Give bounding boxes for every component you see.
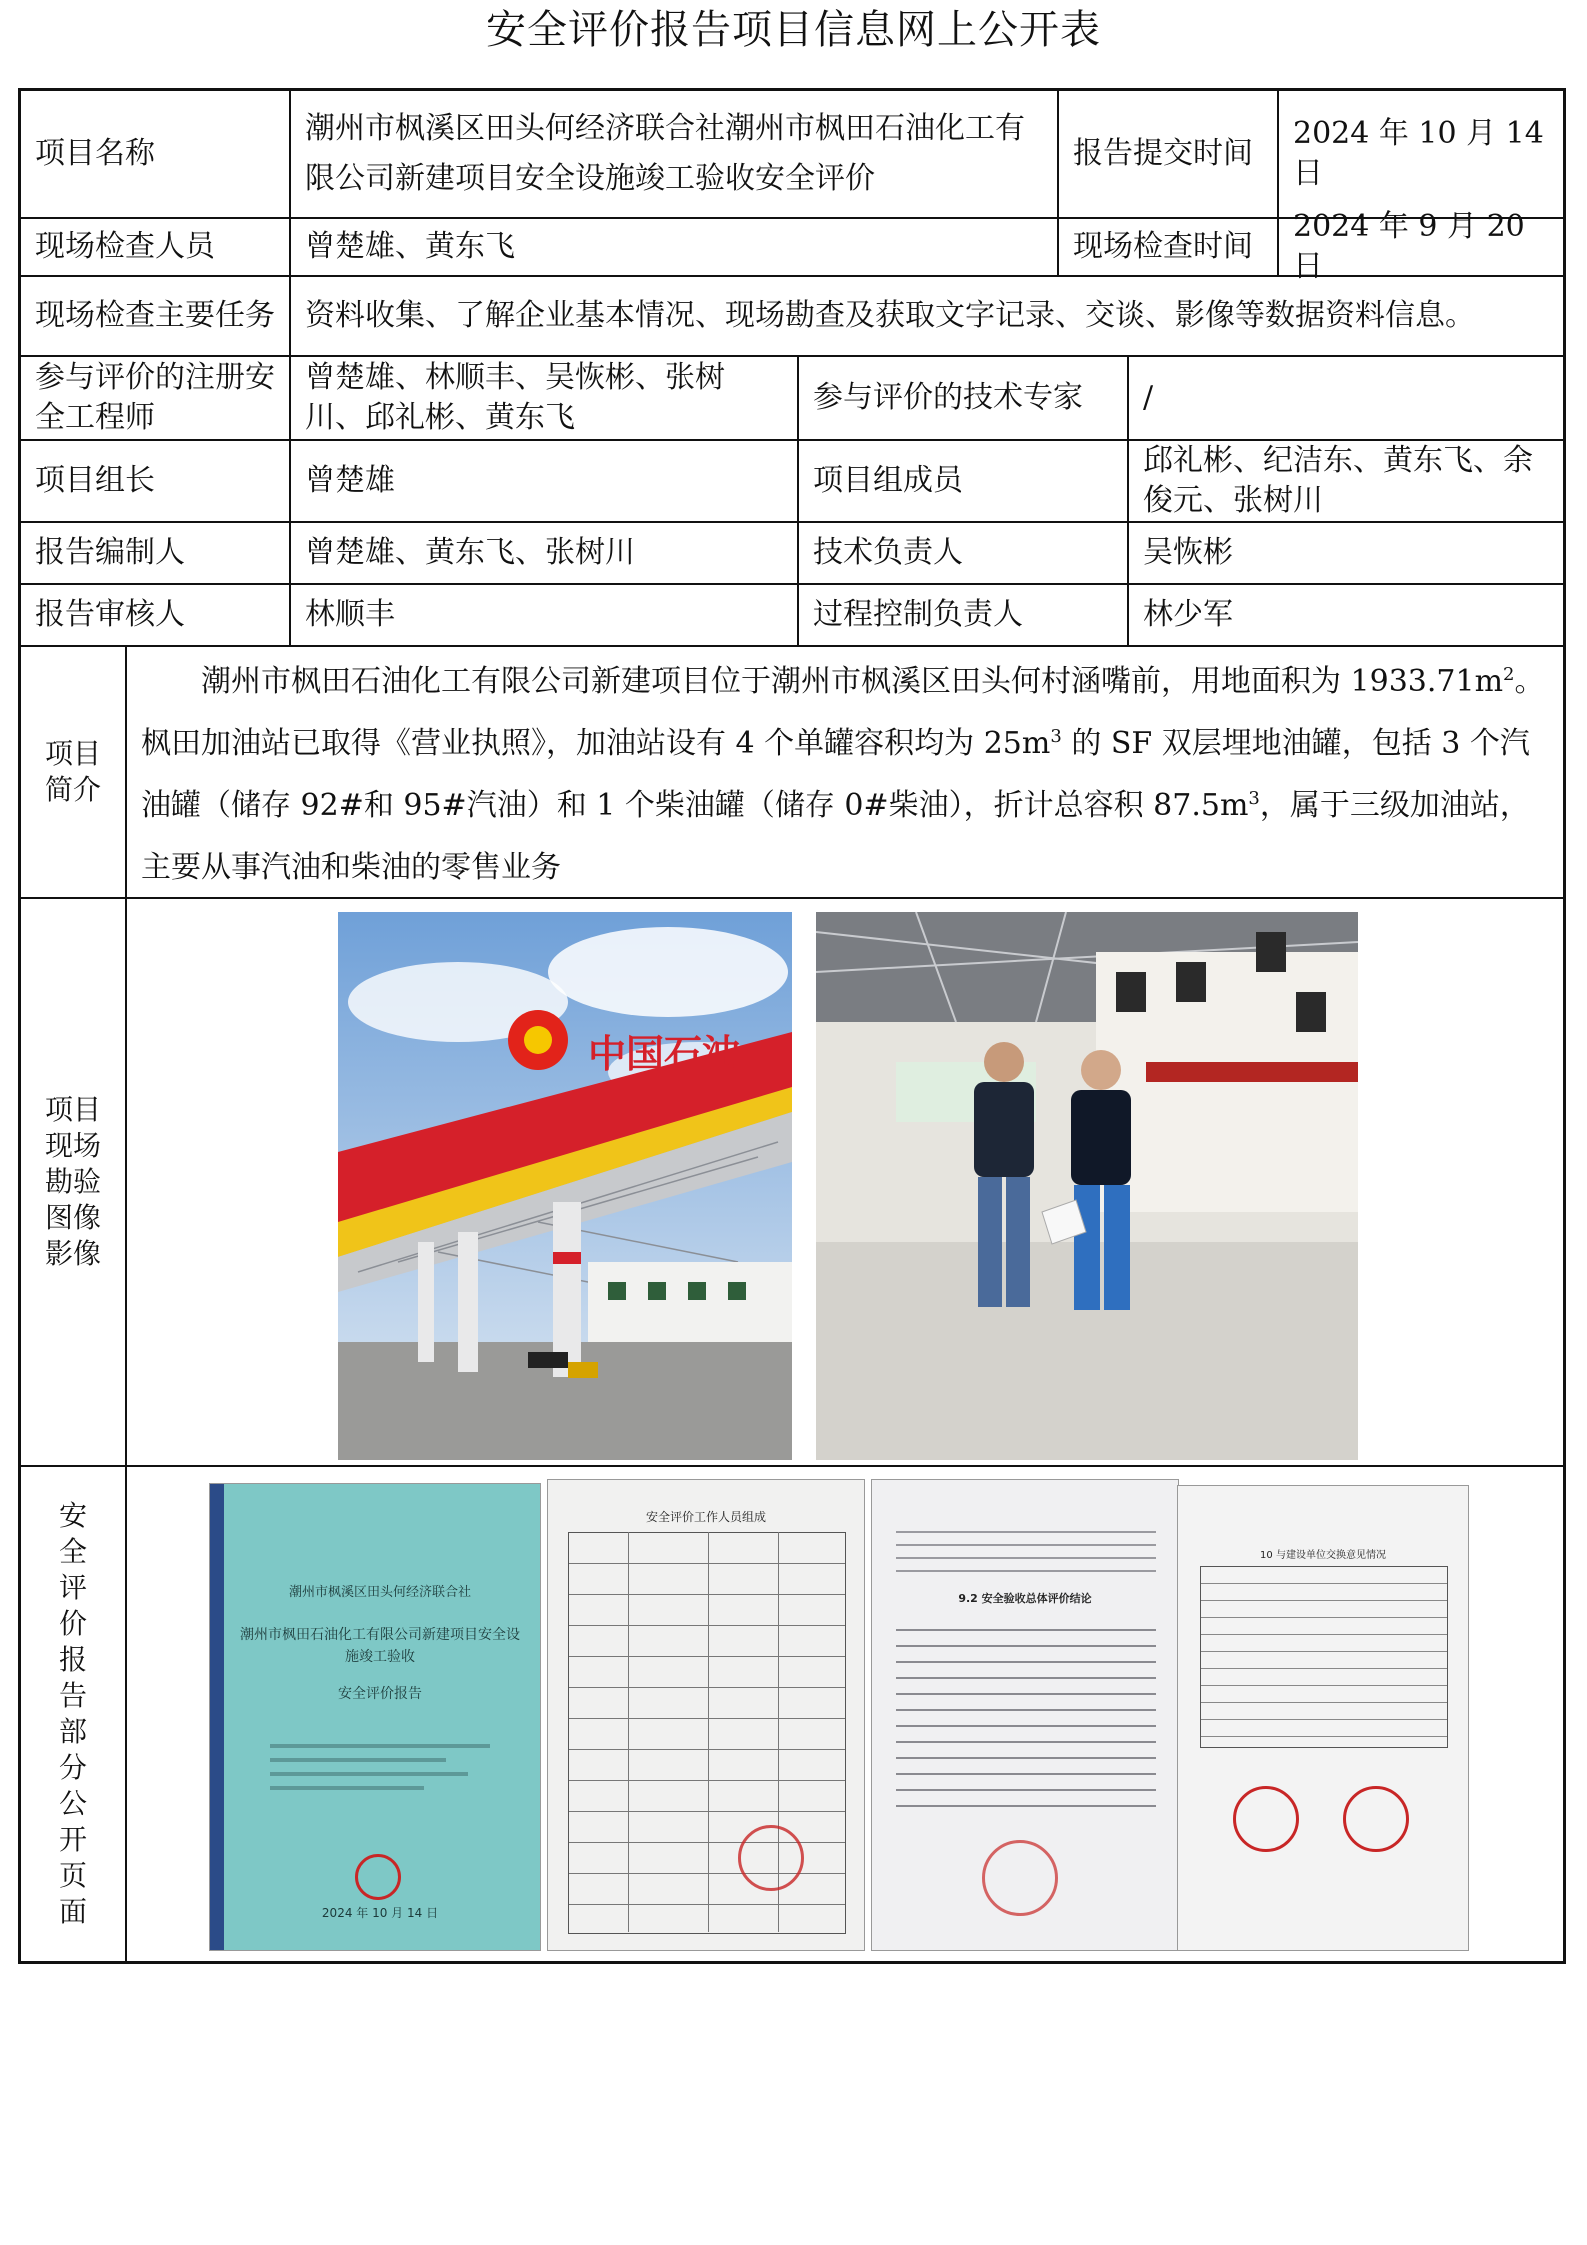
- personnel-col-line: [628, 1532, 629, 1932]
- intro-part3: 的 SF 双层埋地油罐，包括 3 个汽油罐（储存 92#和 95#汽油）和 1 个柴油罐（储存 0#柴油），折计总容积 87.5m: [141, 726, 1530, 823]
- gas-station-photo: [338, 912, 792, 1460]
- cover-title: 潮州市枫田石油化工有限公司新建项目安全设施竣工验收: [240, 1627, 520, 1665]
- intro-label: [21, 647, 127, 899]
- inspectors-label: 现场检查人员: [21, 219, 291, 277]
- submit-time-value: 2024 年 10 月 14 日: [1279, 91, 1563, 219]
- report-cover-page: [210, 1484, 540, 1950]
- intro-sup-2: 2: [1503, 664, 1515, 685]
- compilers-value: 曾楚雄、黄东飞、张树川: [291, 523, 799, 585]
- compilers-label: 报告编制人: [21, 523, 291, 585]
- conclusion-seal: [982, 1840, 1058, 1916]
- intro-part2: 。枫田加油站已取得《营业执照》，加油站设有 4 个单罐容积均为 25m: [141, 664, 1545, 761]
- reviewer-value: 林顺丰: [291, 585, 799, 647]
- project-name-label: 项目名称: [21, 91, 291, 219]
- project-name-value: 潮州市枫溪区田头何经济联合社潮州市枫田石油化工有限公司新建项目安全设施竣工验收安全评价: [291, 91, 1059, 219]
- report-personnel-page: [548, 1480, 864, 1950]
- station-sign-text: 中国石油: [588, 1032, 741, 1076]
- site-photos-label: [21, 899, 127, 1467]
- site-photos-label-text: 项目现场勘验图像影像: [44, 1093, 101, 1270]
- exchange-heading: 10 与建设单位交换意见情况: [1260, 1550, 1386, 1561]
- intro-sup-3b: 3: [1248, 788, 1260, 809]
- report-exchange-page: [1178, 1486, 1468, 1950]
- cover-org: 潮州市枫溪区田头何经济联合社: [288, 1585, 471, 1600]
- intro-label-text: 项目简介: [44, 737, 101, 806]
- inspect-tasks-value: 资料收集、了解企业基本情况、现场勘查及获取文字记录、交谈、影像等数据资料信息。: [291, 277, 1563, 357]
- process-ctrl-label: 过程控制负责人: [799, 585, 1129, 647]
- inspect-tasks-label: 现场检查主要任务: [21, 277, 291, 357]
- process-ctrl-value: 林少军: [1129, 585, 1563, 647]
- intro-sup-3a: 3: [1050, 726, 1062, 747]
- leader-label: 项目组长: [21, 441, 291, 523]
- intro-part1: 潮州市枫田石油化工有限公司新建项目位于潮州市枫溪区田头何村涵嘴前，用地面积为 1933.71m: [201, 664, 1504, 699]
- personnel-col-line: [708, 1532, 709, 1932]
- conclusion-heading: 9.2 安全验收总体评价结论: [958, 1592, 1092, 1605]
- inspectors-photo: [816, 912, 1358, 1460]
- conclusion-body: [896, 1615, 1156, 1815]
- inspect-time-value: 2024 年 9 月 20 日: [1279, 219, 1563, 277]
- report-conclusion-page: [872, 1480, 1178, 1950]
- report-pages-label: [21, 1467, 127, 1961]
- exchange-seal-right: [1343, 1786, 1409, 1852]
- engineers-value: 曾楚雄、林顺丰、吴恢彬、张树川、邱礼彬、黄东飞: [291, 357, 799, 441]
- intro-text: [127, 647, 1563, 899]
- cover-subtitle: 安全评价报告: [338, 1686, 422, 1702]
- members-label: 项目组成员: [799, 441, 1129, 523]
- gas-station-illustration: [338, 912, 792, 1460]
- exchange-table: [1200, 1566, 1448, 1748]
- cover-seal: [355, 1854, 401, 1900]
- cover-binding: [210, 1484, 224, 1950]
- cover-info-lines: [270, 1734, 490, 1824]
- reviewer-label: 报告审核人: [21, 585, 291, 647]
- tech-lead-label: 技术负责人: [799, 523, 1129, 585]
- page-title: 安全评价报告项目信息网上公开表: [486, 7, 1101, 53]
- conclusion-text-block: [896, 1520, 1156, 1580]
- members-value: 邱礼彬、纪洁东、黄东飞、余俊元、张树川: [1129, 441, 1563, 523]
- submit-time-label: 报告提交时间: [1059, 91, 1279, 219]
- tech-lead-value: 吴恢彬: [1129, 523, 1563, 585]
- inspect-time-label: 现场检查时间: [1059, 219, 1279, 277]
- personnel-table: [568, 1532, 846, 1934]
- exchange-seal-left: [1233, 1786, 1299, 1852]
- experts-value: /: [1129, 357, 1563, 441]
- cover-date: 2024 年 10 月 14 日: [321, 1906, 439, 1920]
- intro-part4: ，属于三级加油站，主要从事汽油和柴油的零售业务: [141, 788, 1530, 885]
- experts-label: 参与评价的技术专家: [799, 357, 1129, 441]
- engineers-label: 参与评价的注册安全工程师: [21, 357, 291, 441]
- personnel-seal: [738, 1825, 804, 1891]
- inspectors-value: 曾楚雄、黄东飞: [291, 219, 1059, 277]
- personnel-heading: 安全评价工作人员组成: [645, 1510, 766, 1524]
- inspectors-illustration: [816, 912, 1358, 1460]
- leader-value: 曾楚雄: [291, 441, 799, 523]
- report-pages-label-text: 安全评价报告部分公开页面: [58, 1499, 87, 1928]
